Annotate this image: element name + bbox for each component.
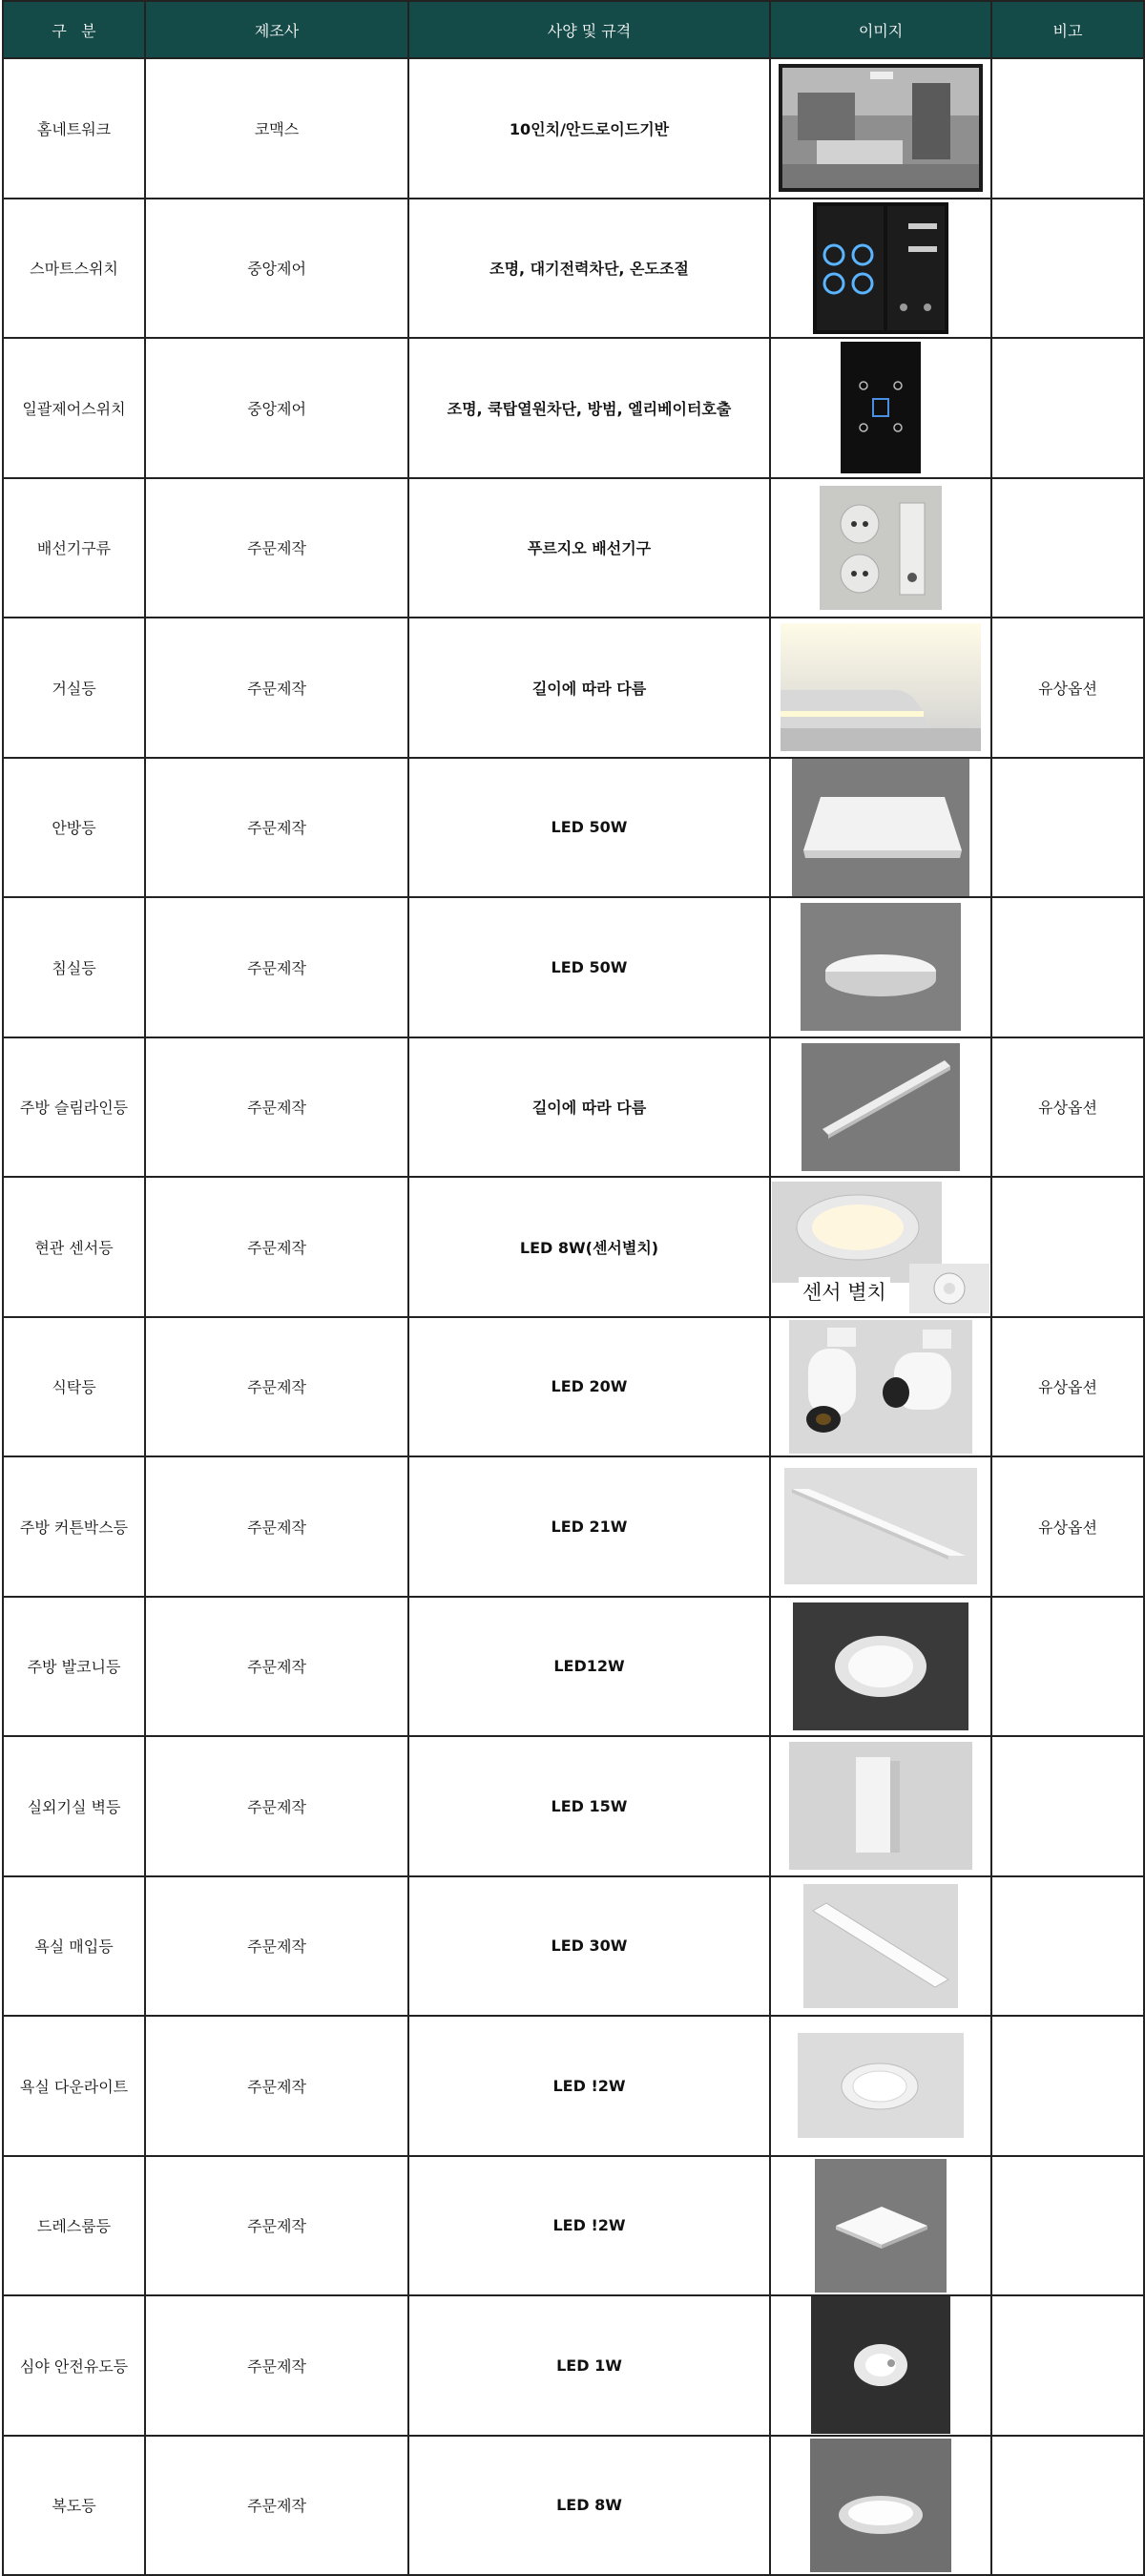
row-image-cell [770, 1597, 991, 1737]
row-spec: LED 50W [408, 758, 770, 898]
row-spec: 푸르지오 배선기구 [408, 478, 770, 618]
row-category: 주방 슬림라인등 [3, 1037, 145, 1178]
header-spec: 사양 및 규격 [408, 1, 770, 58]
row-image-cell [770, 758, 991, 898]
table-row [3, 618, 1144, 758]
row-spec: 조명, 대기전력차단, 온도조절 [408, 199, 770, 339]
balcony-downlight-image [793, 1602, 968, 1730]
row-image-cell [770, 618, 991, 758]
row-image-cell [770, 1177, 991, 1317]
row-spec: LED !2W [408, 2156, 770, 2296]
row-spec: LED12W [408, 1597, 770, 1737]
row-category: 일괄제어스위치 [3, 338, 145, 478]
row-note [991, 199, 1144, 339]
master-control-switch-image [841, 342, 921, 473]
row-note [991, 1876, 1144, 2017]
row-maker: 코맥스 [145, 58, 408, 199]
row-maker: 주문제작 [145, 1736, 408, 1876]
row-spec: 길이에 따라 다름 [408, 618, 770, 758]
square-ceiling-light-image [792, 759, 969, 896]
row-maker: 주문제작 [145, 1597, 408, 1737]
row-maker: 주문제작 [145, 1456, 408, 1597]
row-spec: 조명, 쿡탑열원차단, 방범, 엘리베이터호출 [408, 338, 770, 478]
wall-light-image [789, 1742, 972, 1870]
header-image: 이미지 [770, 1, 991, 58]
row-category: 현관 센서등 [3, 1177, 145, 1317]
row-maker: 주문제작 [145, 478, 408, 618]
row-spec: LED !2W [408, 2016, 770, 2156]
row-spec: LED 20W [408, 1317, 770, 1457]
row-category: 홈네트워크 [3, 58, 145, 199]
row-category: 침실등 [3, 897, 145, 1037]
row-image-cell [770, 2295, 991, 2436]
row-maker: 주문제작 [145, 1037, 408, 1178]
header-maker: 제조사 [145, 1, 408, 58]
row-category: 드레스룸등 [3, 2156, 145, 2296]
table-row [3, 2295, 1144, 2436]
row-note [991, 758, 1144, 898]
table-row [3, 58, 1144, 199]
row-maker: 주문제작 [145, 618, 408, 758]
row-spec: 길이에 따라 다름 [408, 1037, 770, 1178]
spec-table [2, 0, 1145, 2576]
row-spec: LED 21W [408, 1456, 770, 1597]
row-note [991, 1177, 1144, 1317]
row-image-cell [770, 58, 991, 199]
table-row [3, 1736, 1144, 1876]
row-maker: 주문제작 [145, 1876, 408, 2017]
header-row [3, 1, 1144, 58]
row-image-cell [770, 1317, 991, 1457]
sensor-icon [909, 1264, 989, 1313]
row-category: 배선기구류 [3, 478, 145, 618]
row-maker: 주문제작 [145, 1317, 408, 1457]
table-row [3, 1317, 1144, 1457]
row-note [991, 58, 1144, 199]
row-category: 식탁등 [3, 1317, 145, 1457]
row-spec: LED 15W [408, 1736, 770, 1876]
slim-line-light-image [802, 1043, 960, 1171]
row-note [991, 2156, 1144, 2296]
curtain-box-light-image [784, 1468, 977, 1584]
header-category: 구 분 [3, 1, 145, 58]
row-spec: LED 30W [408, 1876, 770, 2017]
table-row [3, 1597, 1144, 1737]
row-note [991, 2436, 1144, 2576]
table-row [3, 897, 1144, 1037]
row-category: 심야 안전유도등 [3, 2295, 145, 2436]
wall-outlet-image [820, 486, 942, 610]
row-category: 스마트스위치 [3, 199, 145, 339]
row-category: 욕실 다운라이트 [3, 2016, 145, 2156]
table-row [3, 1876, 1144, 2017]
row-note [991, 2016, 1144, 2156]
row-category: 안방등 [3, 758, 145, 898]
row-category: 주방 발코니등 [3, 1597, 145, 1737]
row-image-cell [770, 2436, 991, 2576]
night-guide-light-image [811, 2296, 950, 2434]
row-category: 복도등 [3, 2436, 145, 2576]
row-image-cell [770, 338, 991, 478]
row-note: 유상옵션 [991, 1456, 1144, 1597]
table-row [3, 338, 1144, 478]
bathroom-recessed-light-image [803, 1884, 958, 2008]
sensor-caption: 센서 별치 [799, 1277, 890, 1306]
row-image-cell [770, 2016, 991, 2156]
row-image-cell [770, 1456, 991, 1597]
table-row [3, 1456, 1144, 1597]
bathroom-downlight-image [798, 2033, 964, 2138]
table-row [3, 2156, 1144, 2296]
row-image-cell [770, 897, 991, 1037]
table-row [3, 758, 1144, 898]
table-row [3, 2016, 1144, 2156]
row-spec: LED 8W [408, 2436, 770, 2576]
row-maker: 주문제작 [145, 2295, 408, 2436]
row-note [991, 1597, 1144, 1737]
table-row [3, 2436, 1144, 2576]
row-category: 거실등 [3, 618, 145, 758]
row-category: 실외기실 벽등 [3, 1736, 145, 1876]
row-note [991, 338, 1144, 478]
home-network-panel-image [779, 64, 983, 192]
row-note [991, 2295, 1144, 2436]
row-image-cell [770, 1037, 991, 1178]
row-category: 욕실 매입등 [3, 1876, 145, 2017]
row-note [991, 897, 1144, 1037]
row-image-cell [770, 478, 991, 618]
row-image-cell [770, 1876, 991, 2017]
row-note: 유상옵션 [991, 1037, 1144, 1178]
corridor-downlight-image [810, 2439, 951, 2572]
row-maker: 주문제작 [145, 2156, 408, 2296]
row-spec: LED 50W [408, 897, 770, 1037]
living-room-cove-light-image [781, 623, 981, 751]
table-row [3, 199, 1144, 339]
smart-switch-image [813, 202, 948, 334]
header-note: 비고 [991, 1, 1144, 58]
row-category: 주방 커튼박스등 [3, 1456, 145, 1597]
row-maker: 주문제작 [145, 897, 408, 1037]
row-maker: 주문제작 [145, 758, 408, 898]
row-spec: LED 1W [408, 2295, 770, 2436]
row-note: 유상옵션 [991, 1317, 1144, 1457]
dining-spotlight-image [789, 1320, 972, 1454]
row-maker: 중앙제어 [145, 199, 408, 339]
row-maker: 주문제작 [145, 1177, 408, 1317]
row-maker: 주문제작 [145, 2016, 408, 2156]
dressroom-panel-light-image [815, 2159, 947, 2293]
row-spec: LED 8W(센서별치) [408, 1177, 770, 1317]
row-note: 유상옵션 [991, 618, 1144, 758]
row-maker: 중앙제어 [145, 338, 408, 478]
table-row [3, 1037, 1144, 1178]
table-row [3, 1177, 1144, 1317]
table-row [3, 478, 1144, 618]
row-image-cell [770, 2156, 991, 2296]
round-ceiling-light-image [801, 903, 961, 1031]
row-maker: 주문제작 [145, 2436, 408, 2576]
row-note [991, 478, 1144, 618]
row-image-cell [770, 1736, 991, 1876]
row-image-cell [770, 199, 991, 339]
row-note [991, 1736, 1144, 1876]
row-spec: 10인치/안드로이드기반 [408, 58, 770, 199]
